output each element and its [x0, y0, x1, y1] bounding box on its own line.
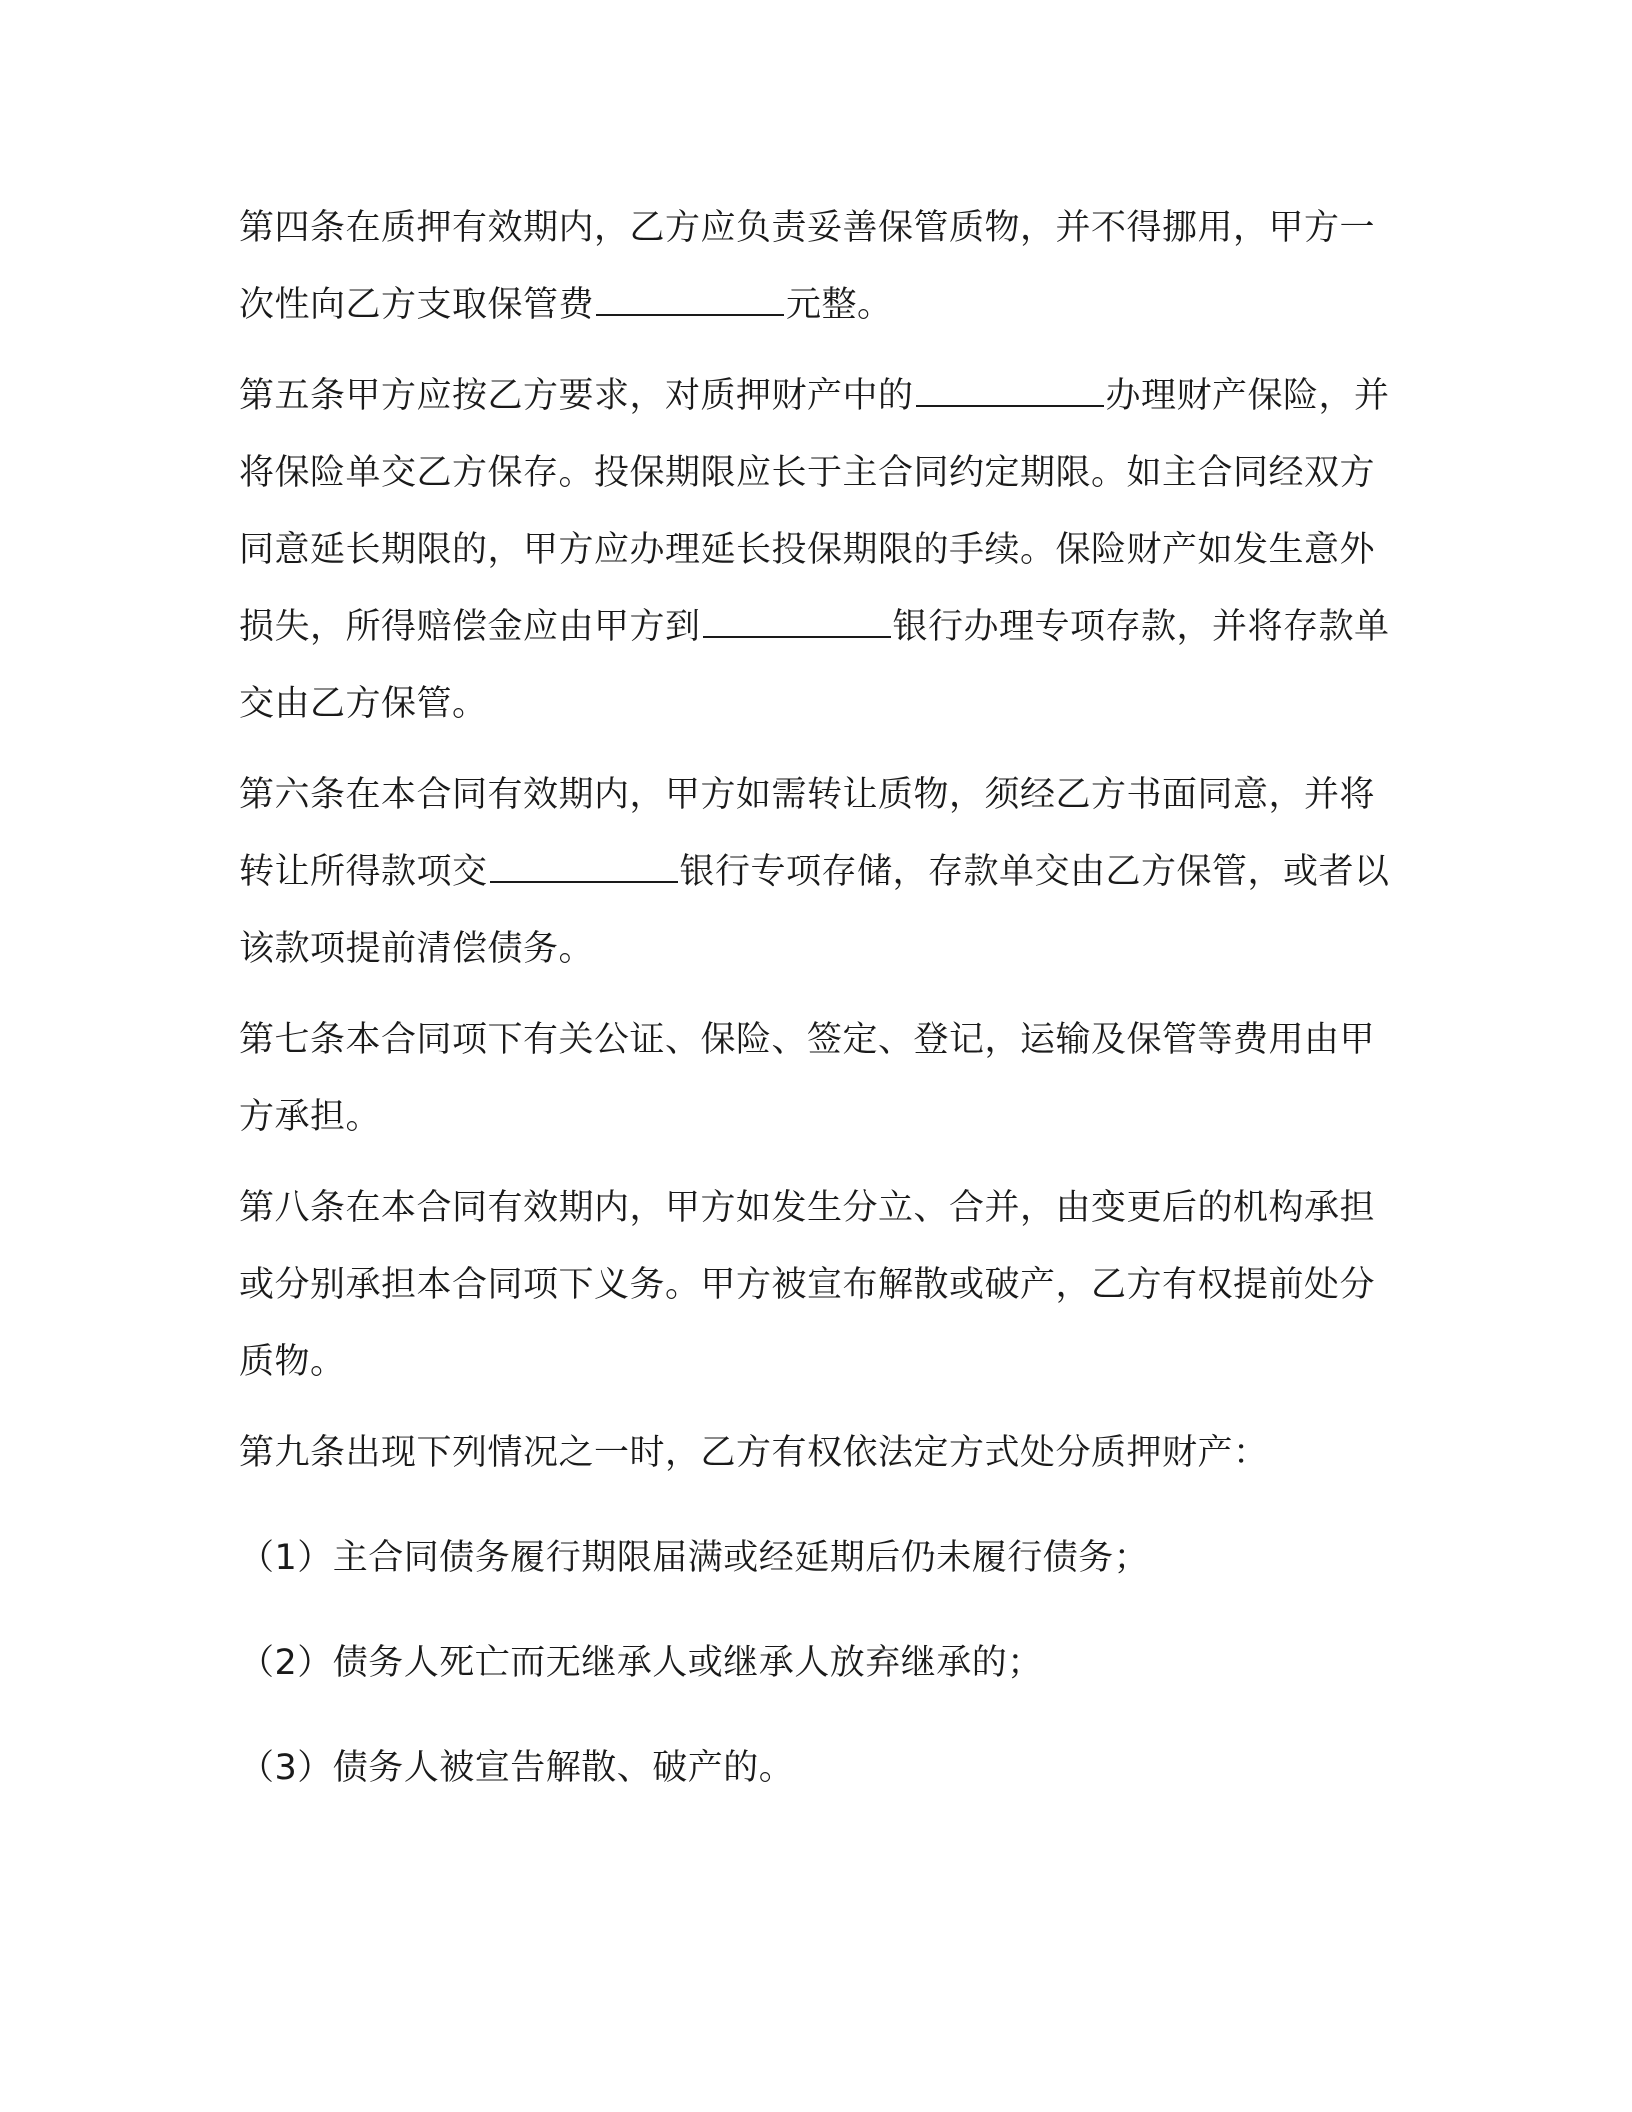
document-page [239, 190, 1399, 1835]
article-4 [239, 190, 1399, 344]
article-9-item-1: （1）主合同债务履行期限届满或经延期后仍未履行债务； [239, 1538, 1150, 1578]
article-6-text-end: 银行专项存储，存款单交由乙方保管，或者以该款项提前清偿债务。 [239, 852, 1390, 969]
article-4-text: 第四条在质押有效期内，乙方应负责妥善保管质物，并不得挪用，甲方一次性向乙方支取保管费 [239, 208, 1376, 325]
article-8: 第八条在本合同有效期内，甲方如发生分立、合并，由变更后的机构承担或分别承担本合同项下义务。甲方被宣布解散或破产，乙方有权提前处分质物。 [239, 1188, 1376, 1382]
article-5-text: 第五条甲方应按乙方要求，对质押财产中的 [239, 376, 914, 416]
insured-property-blank [916, 371, 1104, 407]
article-9: 第九条出现下列情况之一时，乙方有权依法定方式处分质押财产： [239, 1433, 1269, 1473]
article-5-text-middle: 办理财产保险，并将保险单交乙方保存。投保期限应长于主合同约定期限。如主合同经双方同意延长期限的，甲方应办理延长投保期限的手续。保险财产如发生意外损失，所得赔偿金应由甲方到 [239, 376, 1390, 647]
article-9-item-3: （3）债务人被宣告解散、破产的。 [239, 1748, 795, 1788]
article-4-text-end: 元整。 [786, 285, 893, 325]
article-5-text-end: 银行办理专项存款，并将存款单交由乙方保管。 [239, 607, 1390, 724]
article-6-text: 第六条在本合同有效期内，甲方如需转让质物，须经乙方书面同意，并将转让所得款项交 [239, 775, 1376, 892]
article-7: 第七条本合同项下有关公证、保险、签定、登记，运输及保管等费用由甲方承担。 [239, 1020, 1376, 1137]
article-9-item-2: （2）债务人死亡而无继承人或继承人放弃继承的； [239, 1643, 1043, 1683]
article-5 [239, 358, 1399, 743]
article-6 [239, 757, 1399, 988]
transfer-bank-blank [490, 847, 678, 883]
fee-amount-blank [596, 280, 784, 316]
bank-name-blank [703, 602, 891, 638]
